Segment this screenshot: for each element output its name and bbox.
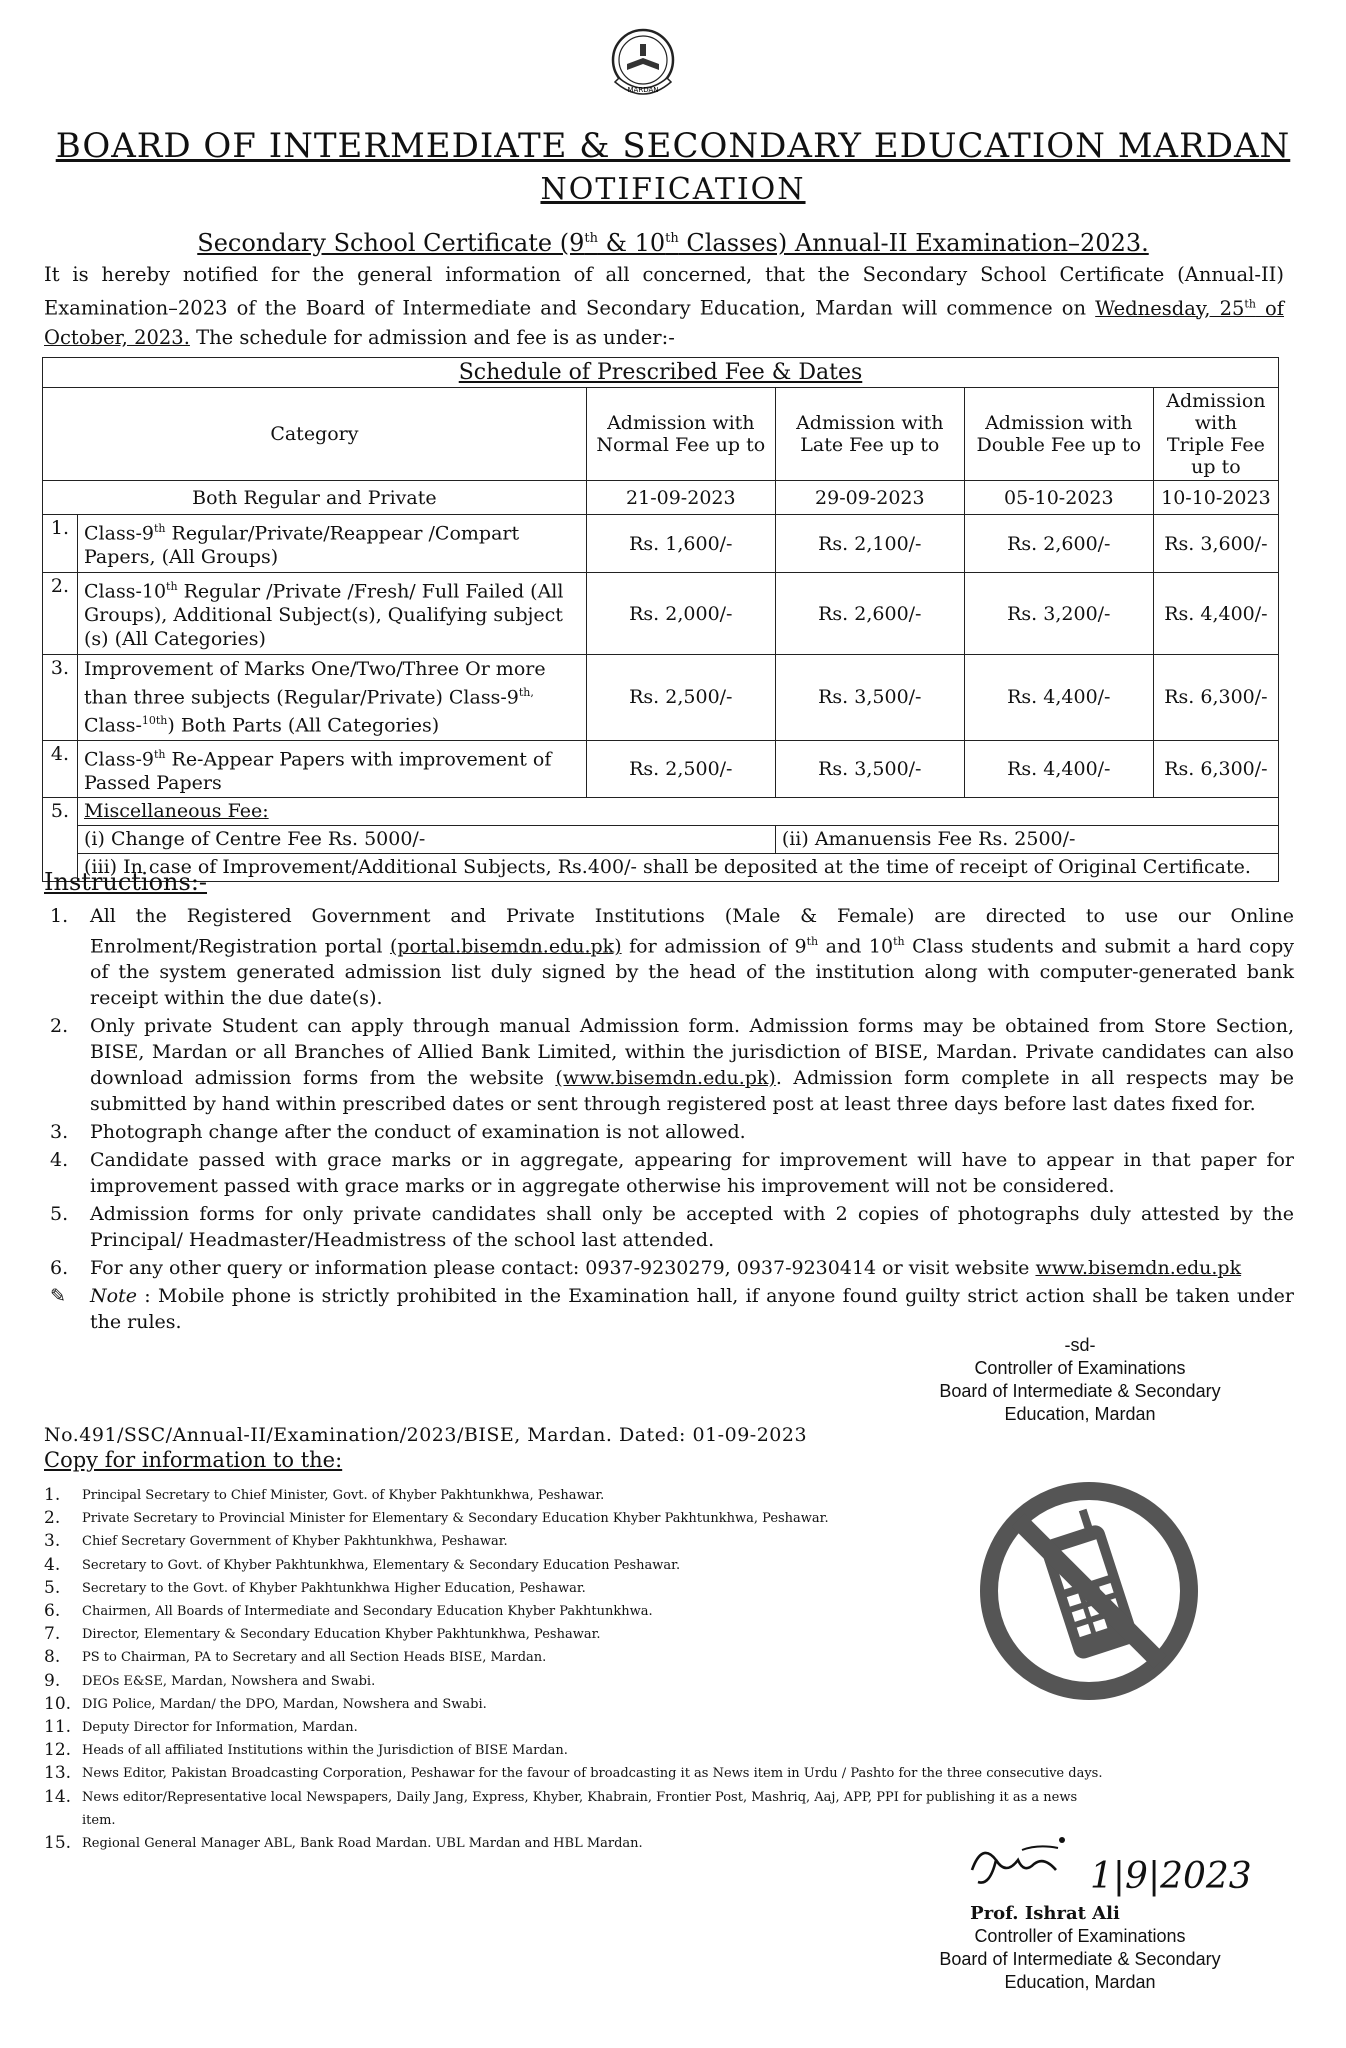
reference-number: No.491/SSC/Annual-II/Examination/2023/BISE, Mardan. Dated: 01-09-2023 [44,1424,808,1446]
category-header: Category [43,388,587,481]
signatory-city: Education, Mardan [1004,1972,1156,1992]
instruction-item [44,1255,1294,1281]
copy-recipient: Principal Secretary to Chief Minister, Govt. of Khyber Pakhtunkhwa, Peshawar. [82,1488,605,1503]
link-text: (portal.bisemdn.edu.pk) [389,935,622,958]
copy-recipient: PS to Chairman, PA to Secretary and all Section Heads BISE, Mardan. [82,1650,547,1666]
pointing-hand-icon: ✎ [50,1285,66,1308]
col-header-late: Admission with Late Fee up to [775,388,964,481]
text-run: Re-Appear Papers with improvement of Passed Papers [84,747,552,794]
controller-city: Education, Mardan [1004,1404,1156,1424]
intro-paragraph: It is hereby notified for the general information of all concerned, that the Secondary School Certificate (Annual-II) Examination–2023 of the Board of Intermediate and Secondary Education, Mardan will commence on Wednesday, 25th of October, 2023. The schedule for admission and fee is as under:- [44,263,1285,349]
text-run: Class-9 [84,522,154,545]
copy-recipient: DIG Police, Mardan/ the DPO, Mardan, Nowshera and Swabi. [82,1696,487,1712]
fee-amount: Rs. 2,000/- [586,573,775,655]
misc-item-amanuensis-fee: (ii) Amanuensis Fee Rs. 2500/- [775,825,1278,853]
superscript: th [153,522,166,535]
copy-recipient: Secretary to the Govt. of Khyber Pakhtunkhwa Higher Education, Peshawar. [82,1580,586,1596]
copy-list-item [44,1623,1114,1646]
copy-number: 14. [44,1786,72,1807]
date-cell: 10-10-2023 [1153,481,1278,515]
copy-list [44,1484,1114,1855]
text-run: ) Both Parts (All Categories) [167,714,440,737]
copy-list-item [44,1832,1114,1855]
svg-text:MARDAN: MARDAN [627,86,659,94]
row-number: 2. [43,573,78,655]
instruction-number: 5. [50,1203,69,1226]
signatory-block [900,1902,1260,1994]
superscript: th [893,935,905,948]
row-description [78,655,587,741]
col-header-triple: Admission with Triple Fee up to [1153,388,1278,481]
fee-row [43,515,1279,573]
text-run: Class- [84,714,142,737]
fee-amount: Rs. 2,600/- [775,573,964,655]
row-number: 1. [43,515,78,573]
date-cell: 05-10-2023 [964,481,1153,515]
exam-heading: Secondary School Certificate (9th & 10th Classes) Annual-II Examination–2023. [197,229,1149,257]
copy-recipient: Secretary to Govt. of Khyber Pakhtunkhwa, Elementary & Secondary Education Peshawar. [82,1557,681,1573]
copy-number: 11. [44,1717,72,1738]
misc-item-centre-fee: (i) Change of Centre Fee Rs. 5000/- [78,825,776,853]
copy-recipient: Regional General Manager ABL, Bank Road Mardan. UBL Mardan and HBL Mardan. [82,1836,643,1852]
copy-list-item [44,1577,1114,1600]
text-run: : Mobile phone is strictly prohibited in the Examination hall, if anyone found guilty strict action shall be taken under the rules. [90,1285,1294,1334]
no-mobile-phone-icon [976,1478,1202,1704]
date-cell: 29-09-2023 [775,481,964,515]
controller-title: Controller of Examinations [974,1358,1186,1378]
note-label: Note [90,1285,137,1308]
instruction-item [44,1201,1294,1253]
fee-table-caption: Schedule of Prescribed Fee & Dates [43,358,1279,388]
fee-row [43,740,1279,797]
link-text: (www.bisemdn.edu.pk) [555,1067,776,1090]
signature [960,1830,1260,1910]
fee-schedule-table [42,357,1279,882]
fee-amount: Rs. 4,400/- [964,740,1153,797]
copy-list-item [44,1693,1114,1716]
fee-amount: Rs. 2,500/- [586,655,775,741]
instruction-item [44,903,1294,1011]
text-run: Regular/Private/Reappear /Compart Papers, (All Groups) [84,522,520,569]
misc-title: Miscellaneous Fee: [78,797,1279,825]
text-run: Class-9 [84,747,154,770]
row-description [78,573,587,655]
date-cell: 21-09-2023 [586,481,775,515]
board-title: BOARD OF INTERMEDIATE & SECONDARY EDUCATION MARDAN [55,126,1291,166]
fee-amount: Rs. 3,500/- [775,740,964,797]
fee-amount: Rs. 2,600/- [964,515,1153,573]
row-number: 3. [43,655,78,741]
row-description [78,740,587,797]
copy-recipient: Private Secretary to Provincial Minister for Elementary & Secondary Education Khyber Pakhtunkhwa, Peshawar. [82,1511,829,1527]
copy-number: 15. [44,1833,72,1854]
instruction-item [44,1283,1294,1335]
col-header-normal: Admission with Normal Fee up to [586,388,775,481]
fee-amount: Rs. 2,500/- [586,740,775,797]
signatory-org: Board of Intermediate & Secondary [939,1949,1221,1969]
copy-recipient: News editor/Representative local Newspapers, Daily Jang, Express, Khyber, Khabrain, Frontier Post, Mashriq, Aaj, APP, PPI for publishing it as a news item. [82,1789,1078,1828]
copy-number: 2. [44,1508,61,1529]
fee-amount: Rs. 6,300/- [1153,740,1278,797]
copy-recipient: DEOs E&SE, Mardan, Nowshera and Swabi. [82,1673,376,1689]
instruction-item [44,1147,1294,1199]
instruction-text [90,1147,1294,1199]
misc-item-improvement: (iii) In case of Improvement/Additional Subjects, Rs.400/- shall be deposited at the time of receipt of Original Certificate. [78,853,1279,881]
copy-number: 5. [44,1577,61,1598]
copy-recipient: Deputy Director for Information, Mardan. [82,1720,358,1736]
copy-list-item [44,1786,1114,1832]
row-description [78,515,587,573]
instruction-number: 1. [50,905,69,927]
dates-row-label: Both Regular and Private [43,481,587,515]
text-run: and 10 [818,935,894,958]
col-header-double: Admission with Double Fee up to [964,388,1153,481]
copy-list-item [44,1554,1114,1577]
instruction-item [44,1119,1294,1145]
controller-block [900,1334,1260,1426]
instruction-number: 6. [50,1257,69,1280]
fee-row [43,573,1279,655]
fee-amount: Rs. 2,100/- [775,515,964,573]
copy-number: 4. [44,1554,61,1575]
sd-mark: -sd- [1064,1335,1096,1355]
text-run: Regular /Private /Fresh/ Full Failed (All Groups), Additional Subject(s), Qualifying subject (s) (All Categories) [84,580,564,651]
copy-list-item [44,1762,1114,1785]
text-run: All the Registered Government and Private Institutions (Male & Female) are directed to use our Online Enrolment/Registration portal [90,905,1294,958]
copy-number: 3. [44,1531,61,1552]
instruction-text [90,903,1294,1011]
copy-number: 7. [44,1624,61,1645]
copy-list-item [44,1739,1114,1762]
superscript: 10th [141,714,168,728]
copy-number: 13. [44,1763,72,1784]
copy-list-item [44,1530,1114,1553]
copy-number: 6. [44,1601,61,1622]
svg-text:1|9|2023: 1|9|2023 [1090,1856,1252,1897]
copy-number: 10. [44,1693,72,1714]
text-run: Only private Student can apply through manual Admission form. Admission forms may be obtained from Store Section, BISE, Mardan or all Branches of Allied Bank Limited, within the jurisdiction of BISE, Mardan. Private candidates can also download admission forms from the website [90,1015,1294,1090]
text-run: Admission forms for only private candidates shall only be accepted with 2 copies of photographs duly attested by the Principal/ Headmaster/Headmistress of the school last attended. [90,1203,1294,1252]
text-run: Photograph change after the conduct of examination is not allowed. [90,1121,746,1144]
copy-recipient: Chief Secretary Government of Khyber Pakhtunkhwa, Peshawar. [82,1534,508,1550]
superscript: th [153,747,166,761]
instruction-text [90,1255,1294,1281]
instruction-text [90,1119,1294,1145]
copy-list-item [44,1507,1114,1530]
instruction-number: 2. [50,1015,69,1038]
instruction-text [90,1013,1294,1117]
signatory-name: Prof. Ishrat Ali [970,1903,1120,1924]
text-run: For any other query or information please contact: 0937-9230279, 0937-9230414 or visit website [90,1257,1036,1280]
copy-number: 1. [44,1485,61,1505]
board-seal-icon [603,26,683,106]
copy-title: Copy for information to the: [44,1448,343,1472]
superscript: th [166,580,178,593]
copy-number: 12. [44,1740,72,1761]
text-run: . Admission form complete in all respects may be submitted by hand within prescribed dates or sent through registered post at least three days before last dates fixed for. [90,1067,1294,1116]
copy-recipient: Director, Elementary & Secondary Education Khyber Pakhtunkhwa, Peshawar. [82,1627,601,1643]
copy-recipient: Heads of all affiliated Institutions within the Jurisdiction of BISE Mardan. [82,1743,568,1759]
instruction-text [90,1283,1294,1335]
fee-amount: Rs. 3,500/- [775,655,964,741]
link-text: www.bisemdn.edu.pk [1035,1257,1242,1280]
fee-amount: Rs. 1,600/- [586,515,775,573]
fee-amount: Rs. 3,200/- [964,573,1153,655]
text-run: Class-10 [84,580,167,603]
copy-list-item [44,1716,1114,1739]
instruction-number: 4. [50,1149,69,1172]
fee-row [43,655,1279,741]
fee-amount: Rs. 6,300/- [1153,655,1278,741]
copy-recipient: News Editor, Pakistan Broadcasting Corporation, Peshawar for the favour of broadcasting it as News item in Urdu / Pashto for the three consecutive days. [82,1766,1103,1782]
copy-list-item [44,1670,1114,1693]
text-run: Improvement of Marks One/Two/Three Or more than three subjects (Regular/Private) Class-9 [84,658,546,709]
board-logo [603,26,683,106]
text-run: for admission of 9 [621,935,807,958]
text-run: Class students and submit a hard copy of the system generated admission list duly signed by the head of the institution along with computer-generated bank receipt within the due date(s). [90,935,1295,1010]
signatory-title: Controller of Examinations [974,1926,1186,1946]
instruction-number: 3. [50,1121,69,1144]
notification-title: NOTIFICATION [540,172,806,207]
copy-list-item [44,1484,1114,1507]
instruction-text [90,1201,1294,1253]
copy-number: 8. [44,1647,61,1668]
misc-num: 5. [43,797,78,881]
instruction-item [44,1013,1294,1117]
superscript: th [806,935,819,948]
row-number: 4. [43,740,78,797]
instructions-title: Instructions:- [44,868,208,896]
copy-list-item [44,1646,1114,1669]
fee-amount: Rs. 3,600/- [1153,515,1278,573]
fee-amount: Rs. 4,400/- [964,655,1153,741]
text-run: Candidate passed with grace marks or in aggregate, appearing for improvement will have to appear in that paper for improvement passed with grace marks or in aggregate otherwise his improvement will not be considered. [90,1149,1294,1198]
copy-list-item [44,1600,1114,1623]
controller-org: Board of Intermediate & Secondary [939,1381,1221,1401]
fee-amount: Rs. 4,400/- [1153,573,1278,655]
copy-number: 9. [44,1670,61,1691]
superscript: th, [518,686,534,699]
copy-recipient: Chairmen, All Boards of Intermediate and Secondary Education Khyber Pakhtunkhwa. [82,1604,653,1620]
instructions-list [44,903,1294,1337]
